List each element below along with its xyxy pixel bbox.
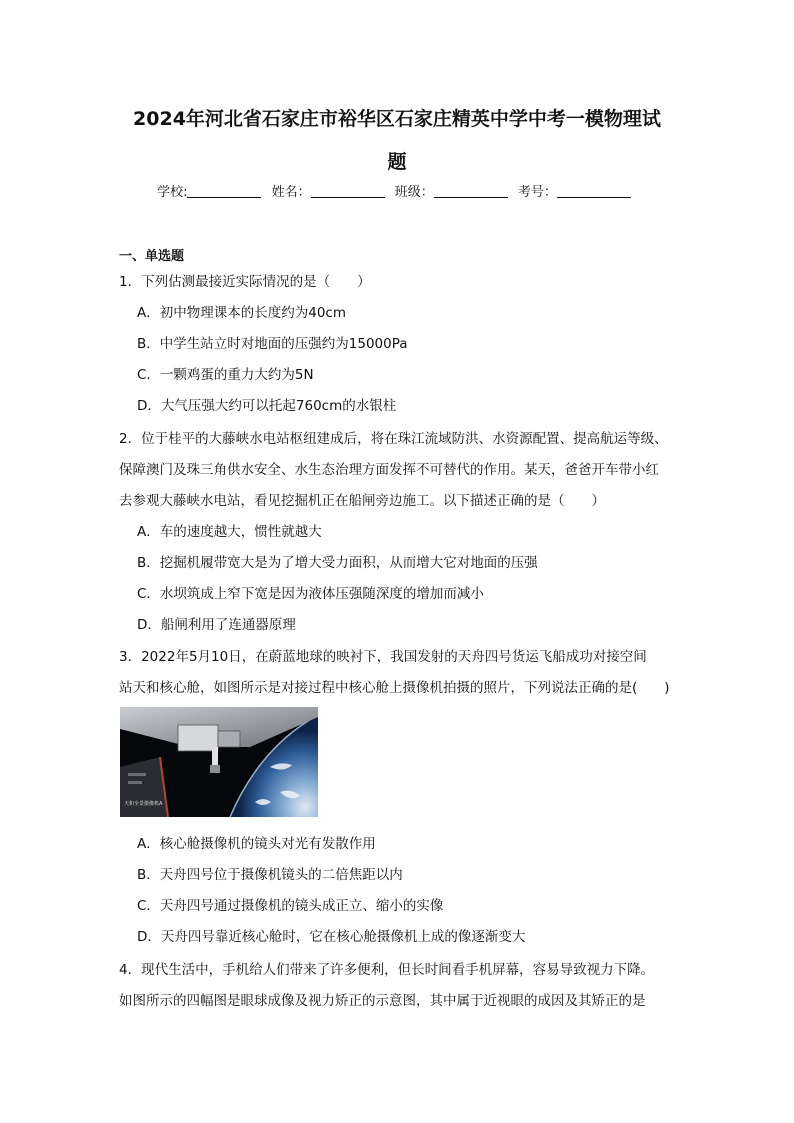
name-blank <box>311 185 385 198</box>
q2-option-d: D．船闸利用了连通器原理 <box>137 617 296 633</box>
class-label: 班级： <box>394 185 434 200</box>
q2-option-a: A．车的速度越大，惯性就越大 <box>137 524 322 540</box>
q2-stem-line1: 2．位于桂平的大藤峡水电站枢纽建成后，将在珠江流域防洪、水资源配置、提高航运等级、 <box>119 431 668 447</box>
q1-option-b: B．中学生站立时对地面的压强约为15000Pa <box>137 336 408 352</box>
q1-option-c: C．一颗鸡蛋的重力大约为5N <box>137 367 314 383</box>
exam-no-blank <box>557 185 631 198</box>
space-station-photo <box>120 707 318 817</box>
school-blank <box>187 185 261 198</box>
q3-option-c: C．天舟四号通过摄像机的镜头成正立、缩小的实像 <box>137 898 444 914</box>
q1-stem: 1．下列估测最接近实际情况的是（ ） <box>119 274 371 290</box>
q2-stem-line3: 去参观大藤峡水电站，看见挖掘机正在船闸旁边施工。以下描述正确的是（ ） <box>119 493 605 509</box>
q3-stem-line2: 站天和核心舱，如图所示是对接过程中核心舱上摄像机拍摄的照片，下列说法正确的是( ) <box>119 680 670 696</box>
name-label: 姓名： <box>271 185 311 200</box>
q2-stem-line2: 保障澳门及珠三角供水安全、水生态治理方面发挥不可替代的作用。某天，爸爸开车带小红 <box>119 462 659 478</box>
exam-no-label: 考号： <box>517 185 557 200</box>
q3-option-b: B．天舟四号位于摄像机镜头的二倍焦距以内 <box>137 867 403 883</box>
q2-option-b: B．挖掘机履带宽大是为了增大受力面积，从而增大它对地面的压强 <box>137 555 538 571</box>
exam-title-line2: 题 <box>387 151 407 173</box>
section-heading: 一、单选题 <box>119 249 185 264</box>
q3-option-d: D．天舟四号靠近核心舱时，它在核心舱摄像机上成的像逐渐变大 <box>137 929 526 945</box>
q3-stem-line1: 3．2022年5月10日，在蔚蓝地球的映衬下，我国发射的天舟四号货运飞船成功对接空间 <box>119 649 647 665</box>
q2-option-c: C．水坝筑成上窄下宽是因为液体压强随深度的增加而减小 <box>137 586 484 602</box>
q4-stem-line1: 4．现代生活中，手机给人们带来了许多便利，但长时间看手机屏幕，容易导致视力下降。 <box>119 962 655 978</box>
q1-option-a: A．初中物理课本的长度约为40cm <box>137 305 346 321</box>
school-label: 学校: <box>157 185 188 200</box>
exam-title-line1: 2024年河北省石家庄市裕华区石家庄精英中学中考一模物理试 <box>133 108 661 130</box>
student-info-row <box>0 181 794 200</box>
class-blank <box>434 185 508 198</box>
q3-option-a: A．核心舱摄像机的镜头对光有发散作用 <box>137 836 376 852</box>
q1-option-d: D．大气压强大约可以托起760cm的水银柱 <box>137 398 397 414</box>
q4-stem-line2: 如图所示的四幅图是眼球成像及视力矫正的示意图，其中属于近视眼的成因及其矫正的是 <box>119 993 646 1009</box>
photo-caption: 天和全景摄像机A <box>124 801 163 807</box>
